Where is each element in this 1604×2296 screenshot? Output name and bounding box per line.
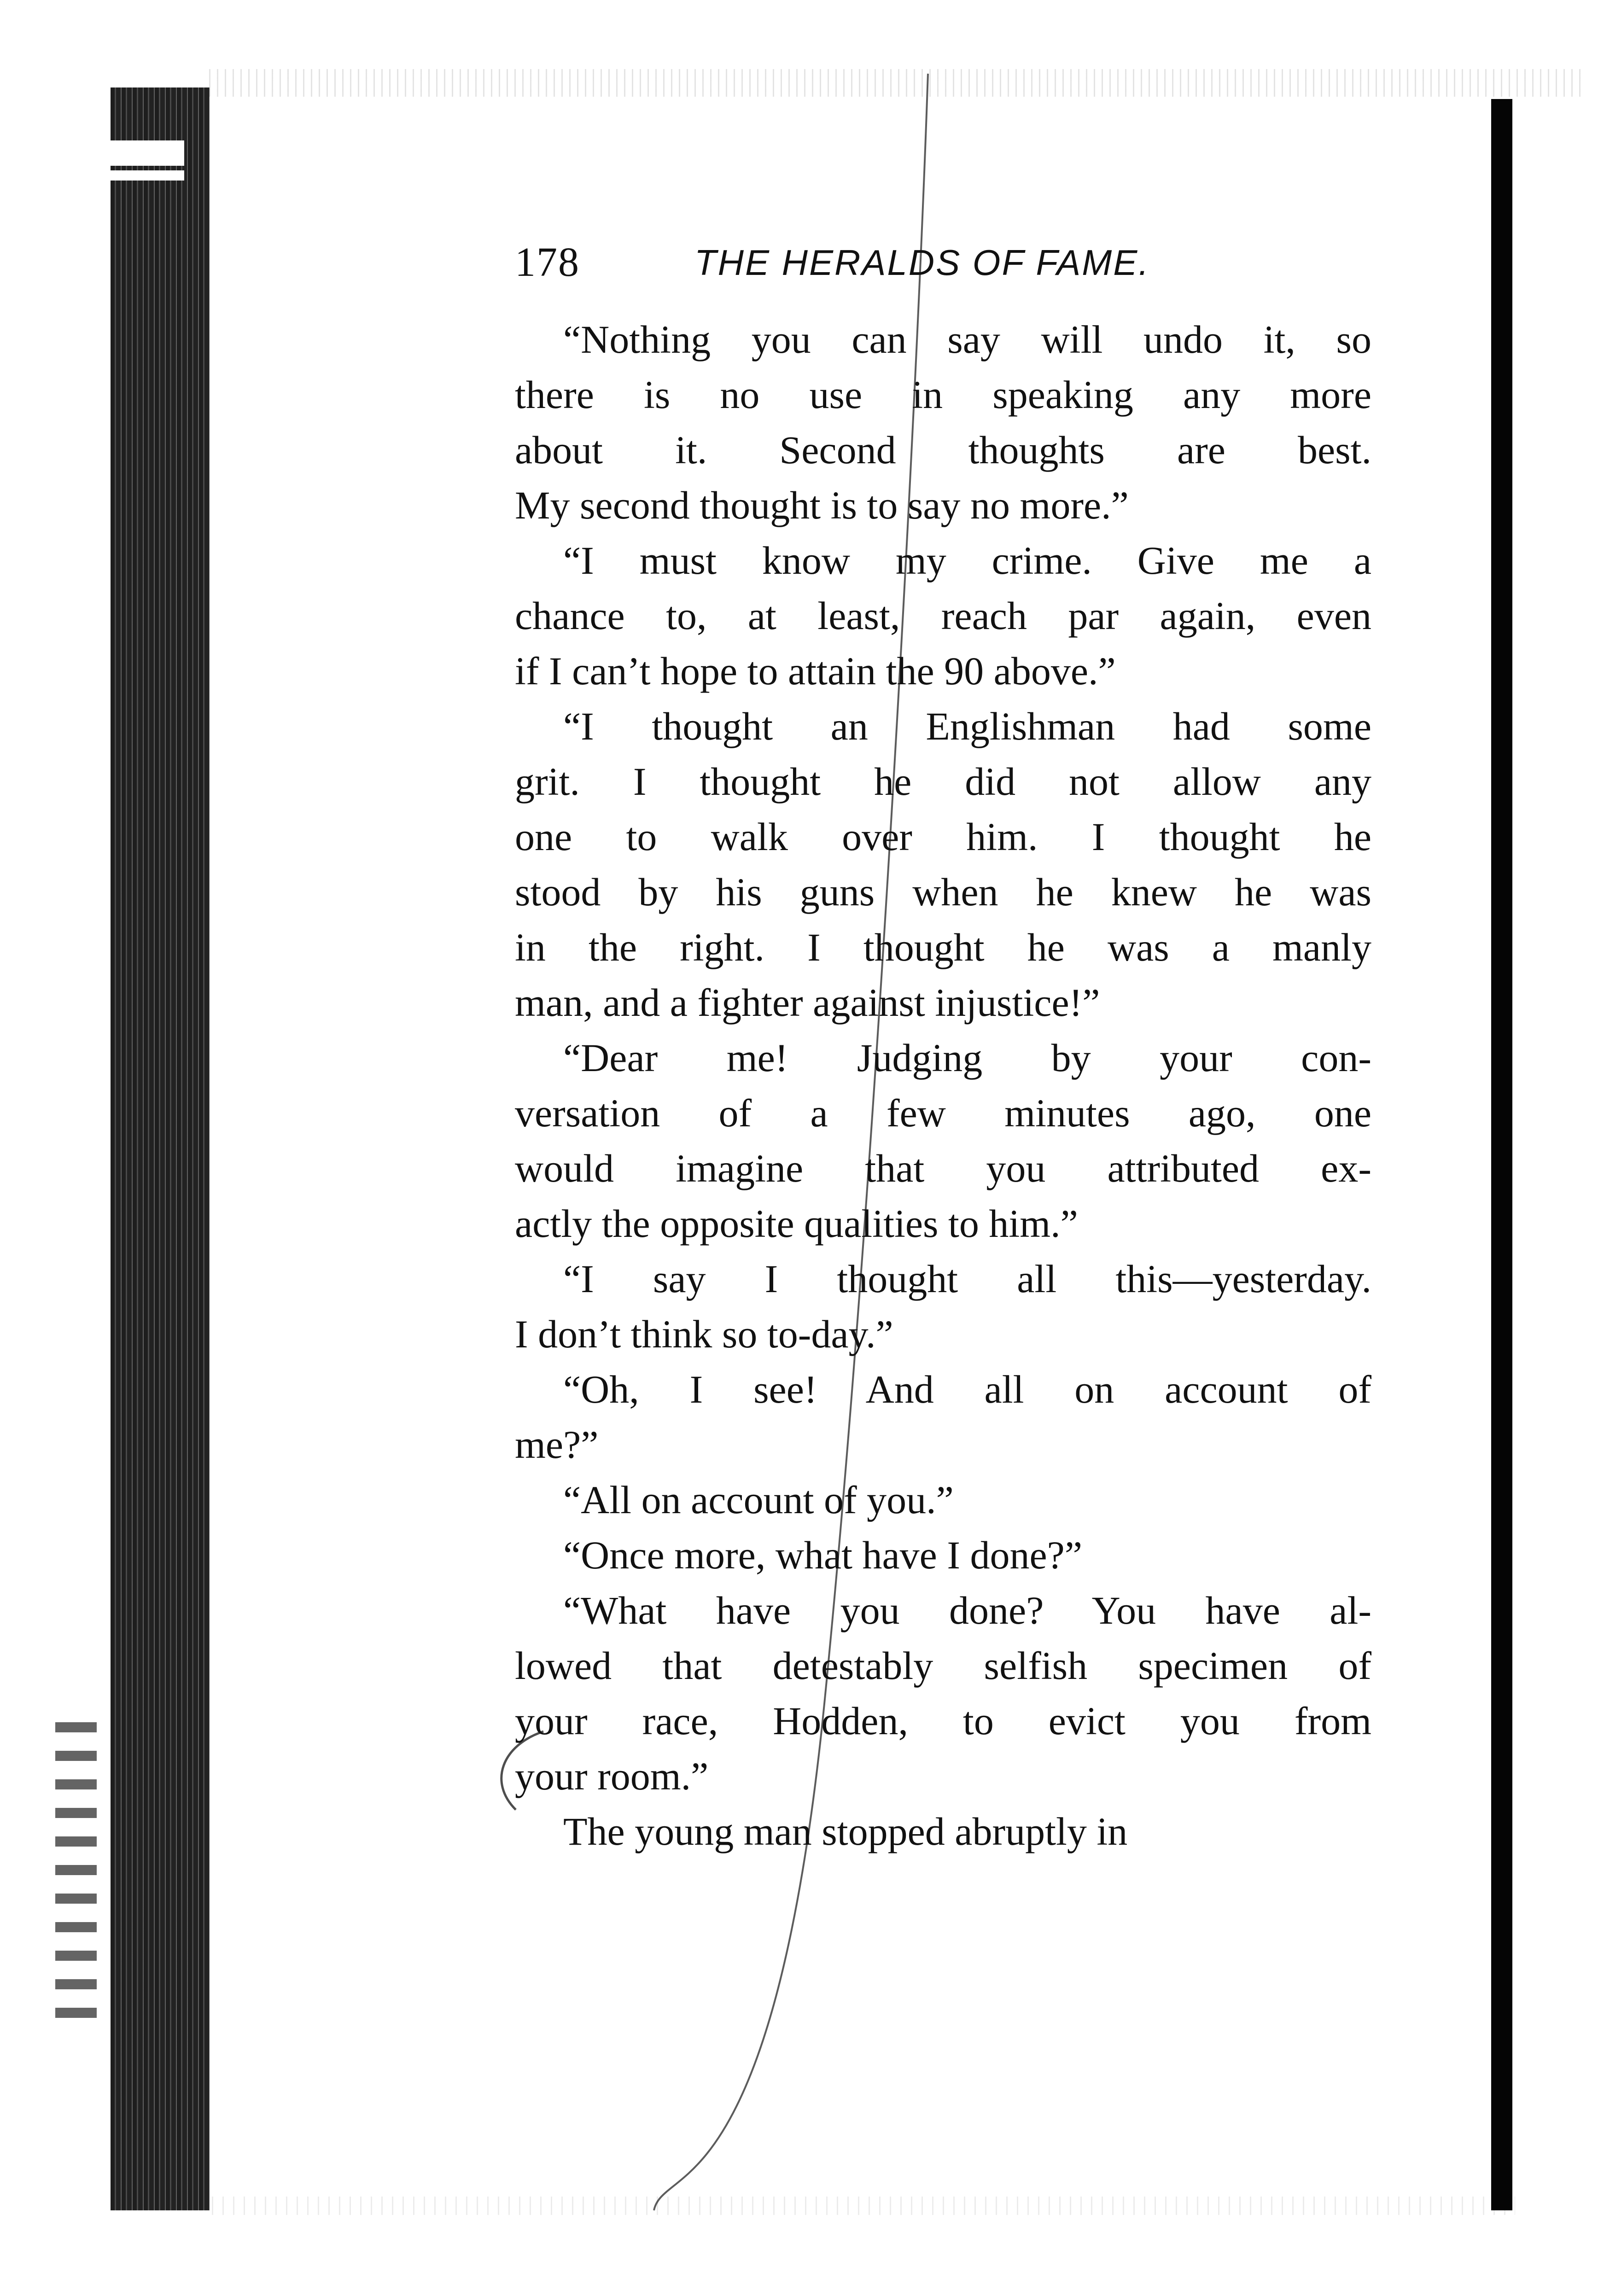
text-line: “I must know my crime. Give me a	[563, 538, 1371, 583]
text-line: “What have you done? You have al-	[563, 1588, 1371, 1632]
running-title: THE HERALDS OF FAME.	[694, 242, 1150, 283]
body-text	[515, 312, 1371, 1859]
paragraph	[515, 1527, 1371, 1583]
text-line: your race, Hodden, to evict you from	[515, 1699, 1371, 1743]
text-line: versation of a few minutes ago, one	[515, 1091, 1371, 1135]
text-line: about it. Second thoughts are best.	[515, 428, 1371, 472]
paragraph	[515, 533, 1371, 699]
paragraph	[515, 1362, 1371, 1472]
text-line: The young man stopped abruptly in	[563, 1809, 1128, 1853]
paragraph	[515, 1472, 1371, 1527]
text-line: “I say I thought all this—yesterday.	[563, 1257, 1371, 1301]
text-line: grit. I thought he did not allow any	[515, 759, 1371, 804]
text-line: “All on account of you.”	[563, 1478, 954, 1522]
book-page	[515, 237, 1371, 1859]
text-line: “Dear me! Judging by your con-	[563, 1036, 1371, 1080]
paragraph	[515, 1030, 1371, 1251]
text-line: I don’t think so to-day.”	[515, 1312, 893, 1356]
paragraph	[515, 1251, 1371, 1362]
text-line: if I can’t hope to attain the 90 above.”	[515, 649, 1116, 693]
text-line: “Nothing you can say will undo it, so	[563, 317, 1371, 361]
text-line: “Once more, what have I done?”	[563, 1533, 1082, 1577]
running-head	[515, 237, 1371, 288]
text-line: “I thought an Englishman had some	[563, 704, 1371, 748]
text-line: actly the opposite qualities to him.”	[515, 1201, 1078, 1246]
text-line: “Oh, I see! And all on account of	[563, 1367, 1371, 1411]
text-line: lowed that detestably selfish specimen of	[515, 1643, 1371, 1688]
text-line: man, and a fighter against injustice!”	[515, 980, 1100, 1025]
text-line: My second thought is to say no more.”	[515, 483, 1129, 527]
paragraph	[515, 1583, 1371, 1804]
text-line: chance to, at least, reach par again, even	[515, 594, 1371, 638]
paragraph	[515, 312, 1371, 533]
text-line: there is no use in speaking any more	[515, 373, 1371, 417]
text-line: would imagine that you attributed ex-	[515, 1146, 1371, 1190]
page-number: 178	[515, 239, 580, 285]
paragraph	[515, 699, 1371, 1030]
text-line: in the right. I thought he was a manly	[515, 925, 1371, 969]
text-line: me?”	[515, 1422, 599, 1467]
text-line: stood by his guns when he knew he was	[515, 870, 1371, 914]
text-line: one to walk over him. I thought he	[515, 815, 1371, 859]
paragraph	[515, 1804, 1371, 1859]
text-line: your room.”	[515, 1754, 709, 1798]
